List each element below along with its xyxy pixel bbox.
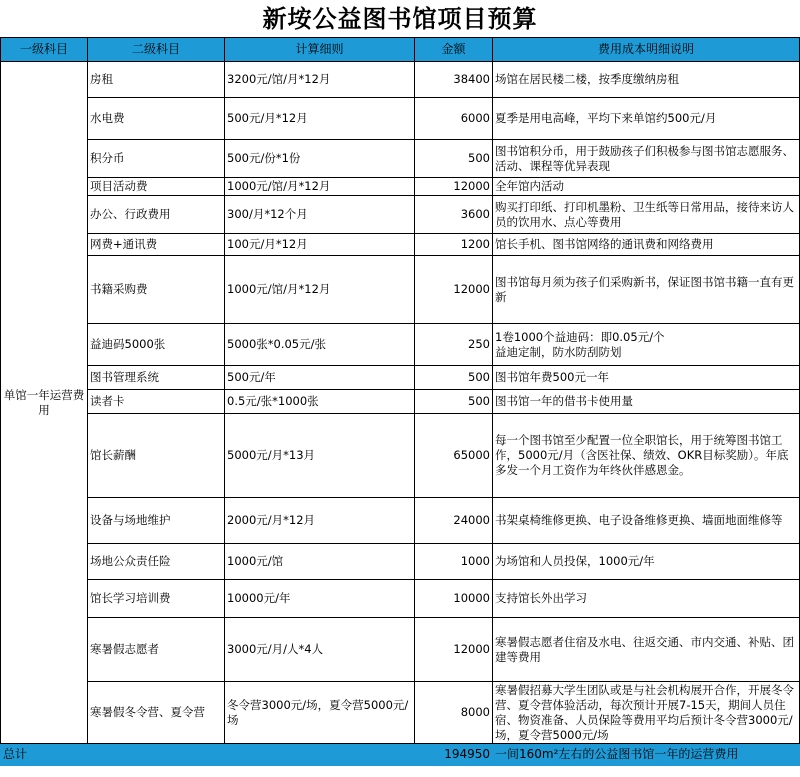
item-desc: 支持馆长外出学习 (493, 580, 800, 618)
table-row (1, 682, 800, 744)
total-label: 总计 (1, 744, 415, 766)
total-amount: 194950 (415, 744, 493, 766)
item-calc: 冬令营3000元/场，夏令营5000元/场 (225, 682, 415, 744)
header-calc: 计算细则 (225, 38, 415, 62)
table-row (1, 256, 800, 324)
item-calc: 100元/月*12月 (225, 234, 415, 256)
item-name: 设备与场地维护 (88, 498, 225, 544)
item-name: 读者卡 (88, 390, 225, 414)
item-calc: 1000元/馆/月*12月 (225, 178, 415, 196)
header-desc: 费用成本明细说明 (493, 38, 800, 62)
header-amount: 金额 (415, 38, 493, 62)
page-title: 新垵公益图书馆项目预算 (262, 4, 538, 33)
table-row (1, 178, 800, 196)
item-desc-line: 1卷1000个益迪码：即0.05元/个 (495, 329, 665, 344)
item-name: 项目活动费 (88, 178, 225, 196)
table-row (1, 390, 800, 414)
item-name: 寒暑假冬令营、夏令营 (88, 682, 225, 744)
table-row (1, 98, 800, 140)
item-calc: 2000元/月*12月 (225, 498, 415, 544)
table-row (1, 234, 800, 256)
item-amount: 10000 (415, 580, 493, 618)
item-name: 益迪码5000张 (88, 324, 225, 366)
item-amount: 38400 (415, 62, 493, 98)
header-level2: 二级科目 (88, 38, 225, 62)
item-desc: 全年馆内活动 (493, 178, 800, 196)
item-desc: 每一个图书馆至少配置一位全职馆长，用于统筹图书馆工作，5000元/月（含医社保、绩效、OKR目标奖励）。年底多发一个月工资作为年终伙伴感恩金。 (493, 414, 800, 498)
table-row (1, 414, 800, 498)
level1-category: 单馆一年运营费用 (1, 62, 88, 744)
item-amount: 500 (415, 140, 493, 178)
item-desc-line: 益迪定制，防水防刮防划 (495, 344, 622, 359)
item-calc: 3000元/月/人*4人 (225, 618, 415, 682)
item-desc: 夏季是用电高峰，平均下来单馆约500元/月 (493, 98, 800, 140)
item-desc: 图书馆年费500元一年 (493, 366, 800, 390)
item-amount: 500 (415, 366, 493, 390)
item-calc: 500元/年 (225, 366, 415, 390)
item-calc: 1000元/馆 (225, 544, 415, 580)
table-row (1, 196, 800, 234)
table-row (1, 580, 800, 618)
item-amount: 1200 (415, 234, 493, 256)
item-name: 图书管理系统 (88, 366, 225, 390)
item-calc: 10000元/年 (225, 580, 415, 618)
item-calc: 300/月*12个月 (225, 196, 415, 234)
item-amount: 500 (415, 390, 493, 414)
table-row (1, 62, 800, 98)
item-amount: 24000 (415, 498, 493, 544)
item-calc: 1000元/馆/月*12月 (225, 256, 415, 324)
item-desc: 图书馆积分币，用于鼓励孩子们积极参与图书馆志愿服务、活动、课程等优异表现 (493, 140, 800, 178)
item-calc: 0.5元/张*1000张 (225, 390, 415, 414)
item-amount: 250 (415, 324, 493, 366)
item-name: 网费+通讯费 (88, 234, 225, 256)
table-row (1, 324, 800, 366)
item-name: 馆长学习培训费 (88, 580, 225, 618)
item-amount: 6000 (415, 98, 493, 140)
item-name: 寒暑假志愿者 (88, 618, 225, 682)
table-row (1, 366, 800, 390)
item-desc: 馆长手机、图书馆网络的通讯费和网络费用 (493, 234, 800, 256)
item-amount: 1000 (415, 544, 493, 580)
item-desc: 为场馆和人员投保，1000元/年 (493, 544, 800, 580)
item-name: 馆长薪酬 (88, 414, 225, 498)
item-name: 办公、行政费用 (88, 196, 225, 234)
table-row (1, 140, 800, 178)
item-amount: 12000 (415, 178, 493, 196)
table-row (1, 618, 800, 682)
item-name: 房租 (88, 62, 225, 98)
table-row (1, 544, 800, 580)
item-amount: 12000 (415, 618, 493, 682)
item-name: 积分币 (88, 140, 225, 178)
item-calc: 500元/月*12月 (225, 98, 415, 140)
table-header-row (1, 38, 800, 62)
item-amount: 12000 (415, 256, 493, 324)
item-desc: 图书馆一年的借书卡使用量 (493, 390, 800, 414)
item-desc: 图书馆每月须为孩子们采购新书，保证图书馆书籍一直有更新 (493, 256, 800, 324)
item-amount: 8000 (415, 682, 493, 744)
total-desc: 一间160m²左右的公益图书馆一年的运营费用 (493, 744, 800, 766)
item-name: 书籍采购费 (88, 256, 225, 324)
header-level1: 一级科目 (1, 38, 88, 62)
item-desc: 书架桌椅维修更换、电子设备维修更换、墙面地面维修等 (493, 498, 800, 544)
item-desc: 寒暑假志愿者住宿及水电、往返交通、市内交通、补贴、团建等费用 (493, 618, 800, 682)
item-amount: 3600 (415, 196, 493, 234)
item-calc: 5000张*0.05元/张 (225, 324, 415, 366)
item-calc: 500元/份*1份 (225, 140, 415, 178)
total-row (1, 744, 800, 766)
item-name: 场地公众责任险 (88, 544, 225, 580)
item-desc: 寒暑假招募大学生团队或是与社会机构展开合作，开展冬令营、夏令营体验活动，每次预计开展7-15天，期间人员住宿、物资准备、人员保险等费用平均后预计冬令营3000元/场，夏令营5000元/场 (493, 682, 800, 744)
item-desc: 场馆在居民楼二楼，按季度缴纳房租 (493, 62, 800, 98)
item-desc (493, 324, 800, 366)
item-name: 水电费 (88, 98, 225, 140)
item-calc: 3200元/馆/月*12月 (225, 62, 415, 98)
item-desc: 购买打印纸、打印机墨粉、卫生纸等日常用品，接待来访人员的饮用水、点心等费用 (493, 196, 800, 234)
item-calc: 5000元/月*13月 (225, 414, 415, 498)
item-amount: 65000 (415, 414, 493, 498)
budget-table (0, 37, 800, 766)
table-row (1, 498, 800, 544)
